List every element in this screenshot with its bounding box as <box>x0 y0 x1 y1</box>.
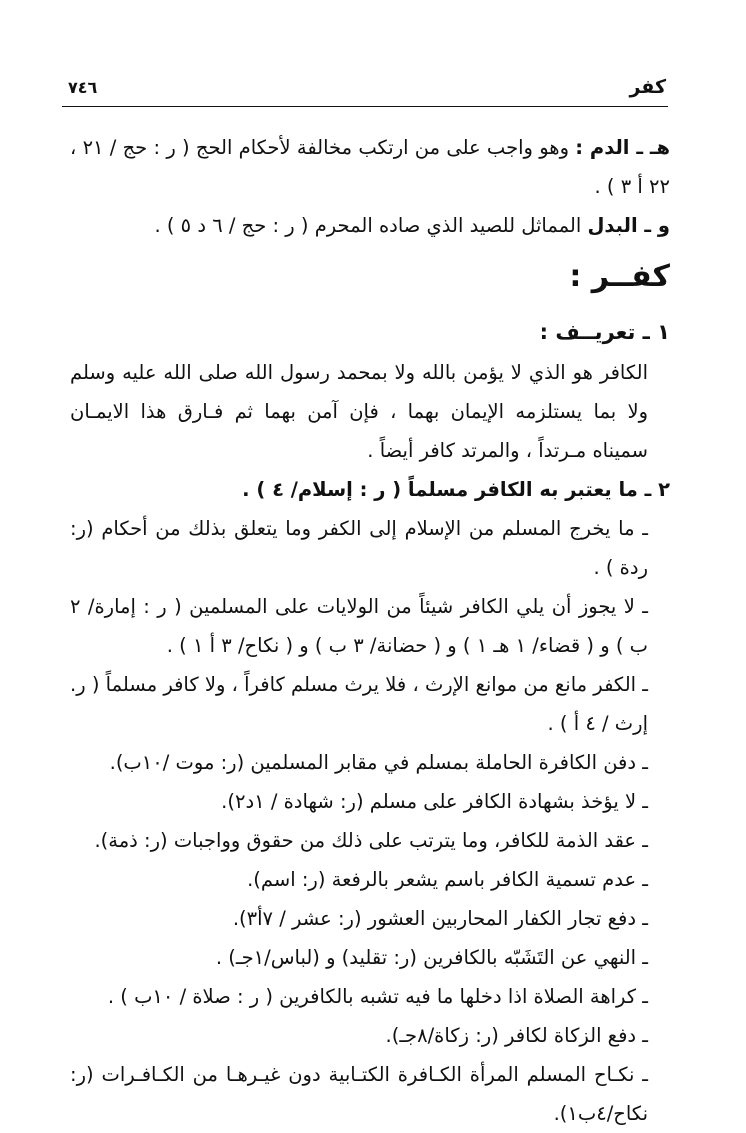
list-item: ـ لا يؤخذ بشهادة الكافر على مسلم (ر: شهادة / ١د٢). <box>221 790 648 813</box>
list-item: ـ نكـاح المسلم المرأة الكـافرة الكتـابية دون غيـرهـا من الكـافـرات (ر: نكاح/٤ب١). <box>70 1063 648 1125</box>
entry-title: كفــر : <box>569 259 670 294</box>
list-item: ـ عدم تسمية الكافر باسم يشعر بالرفعة (ر: اسم). <box>247 868 648 891</box>
section-definition-title: ١ ـ تعريــف : <box>539 320 670 344</box>
entry-text: المماثل للصيد الذي صاده المحرم ( ر : حج / ٦ د ٥ ) . <box>154 214 582 237</box>
page-body <box>70 128 670 1133</box>
running-headword: كفر <box>629 76 666 98</box>
prev-entry-dam <box>70 128 670 206</box>
list-item: ـ عقد الذمة للكافر، وما يترتب على ذلك من حقوق وواجبات (ر: ذمة). <box>94 829 648 852</box>
list-item: ـ دفع الزكاة لكافر (ر: زكاة/٨جـ). <box>385 1024 648 1047</box>
section-muslim-status-title: ٢ ـ ما يعتبر به الكافر مسلماً ( ر : إسلام/ ٤ ) . <box>242 478 670 501</box>
list-item: ـ ما يخرج المسلم من الإسلام إلى الكفر وما يتعلق بذلك من أحكام (ر: ردة ) . <box>70 517 648 579</box>
list-item: ـ الكفر مانع من موانع الإرث ، فلا يرث مسلم كافراً ، ولا كافر مسلماً ( ر. إرث / ٤ أ ) . <box>70 673 648 735</box>
entry-label: هـ ـ الدم : <box>575 136 671 159</box>
page-number: ٧٤٦ <box>68 78 98 97</box>
list-item: ـ دفن الكافرة الحاملة بمسلم في مقابر المسلمين (ر: موت /١٠ب). <box>109 751 648 774</box>
header-rule <box>62 106 668 107</box>
entry-text: وهو واجب على من ارتكب مخالفة لأحكام الحج ( ر : حج / ٢١ ، ٢٢ أ ٣ ) . <box>70 136 670 198</box>
list-item: ـ دفع تجار الكفار المحاربين العشور (ر: عشر / ٧أ٣). <box>232 907 648 930</box>
list-item: ـ كراهة الصلاة اذا دخلها ما فيه تشبه بالكافرين ( ر : صلاة / ١٠ب ) . <box>107 985 648 1008</box>
list-item: ـ النهي عن التَشَبّه بالكافرين (ر: تقليد) و (لباس/١جـ) . <box>215 946 648 969</box>
prev-entry-badal <box>70 206 670 245</box>
entry-label: و ـ البدل <box>587 214 670 237</box>
list-item: ـ لا يجوز أن يلي الكافر شيئاً من الولايات على المسلمين ( ر : إمارة/ ٢ ب ) و ( قضاء/ ١ هـ ١ ) و ( حضانة/ ٣ ب ) و ( نكاح/ ٣ أ ١ ) . <box>70 595 648 657</box>
definition-text: الكافر هو الذي لا يؤمن بالله ولا بمحمد رسول الله صلى الله عليه وسلم ولا بما يستلزمه الإيمان بهما ، فإن آمن بهما ثم فـارق هذا الايمـان سميناه مـرتداً ، والمرتد كافر أيضاً . <box>70 361 648 462</box>
